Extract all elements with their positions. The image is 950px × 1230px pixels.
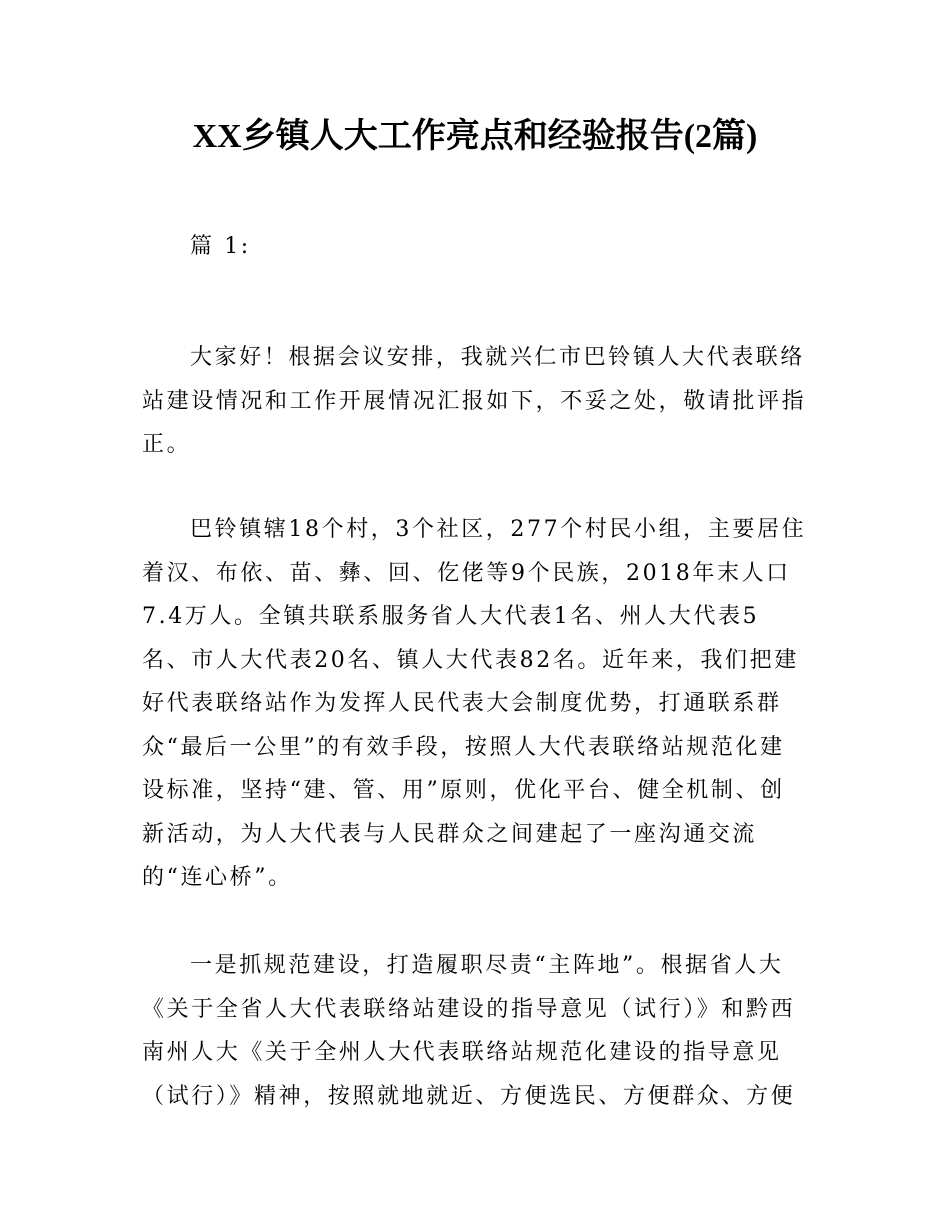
paragraph-line: （试行）》精神，按照就地就近、方便选民、方便群众、方便	[142, 1083, 796, 1109]
paragraph-line: 7.4万人。全镇共联系服务省人大代表1名、州人大代表5	[142, 604, 760, 629]
paragraph-line: 众“最后一公里”的有效手段，按照人大代表联络站规范化建	[142, 734, 785, 760]
paragraph-line: 《关于全省人大代表联络站建设的指导意见（试行）》和黔西	[142, 996, 796, 1022]
paragraph-line: 大家好！根据会议安排，我就兴仁市巴铃镇人大代表联络	[190, 345, 806, 370]
paragraph-line: 名、市人大代表20名、镇人大代表82名。近年来，我们把建	[142, 647, 799, 673]
paragraph-line: 南州人大《关于全州人大代表联络站规范化建设的指导意见	[142, 1040, 782, 1065]
paragraph-line: 着汉、布依、苗、彝、回、仡佬等9个民族，2018年末人口	[142, 560, 791, 586]
paragraph-line: 正。	[142, 432, 192, 457]
paragraph-1	[142, 336, 812, 467]
paragraph-line: 设标准，坚持“建、管、用”原则，优化平台、健全机制、创	[142, 778, 785, 803]
section-label: 篇 1:	[190, 234, 251, 259]
paragraph-line: 巴铃镇辖18个村，3个社区，277个村民小组，主要居住	[190, 517, 807, 542]
paragraph-3	[142, 944, 812, 1118]
paragraph-line: 新活动，为人大代表与人民群众之间建起了一座沟通交流	[142, 821, 758, 847]
paragraph-line: 的“连心桥”。	[142, 865, 293, 890]
document-title: XX乡镇人大工作亮点和经验报告(2篇)	[192, 118, 758, 155]
paragraph-line: 站建设情况和工作开展情况汇报如下，不妥之处，敬请批评指	[142, 388, 807, 414]
paragraph-2	[142, 508, 812, 900]
paragraph-line: 一是抓规范建设，打造履职尽责“主阵地”。根据省人大	[190, 953, 784, 978]
paragraph-line: 好代表联络站作为发挥人民代表大会制度优势，打通联系群	[142, 691, 782, 716]
